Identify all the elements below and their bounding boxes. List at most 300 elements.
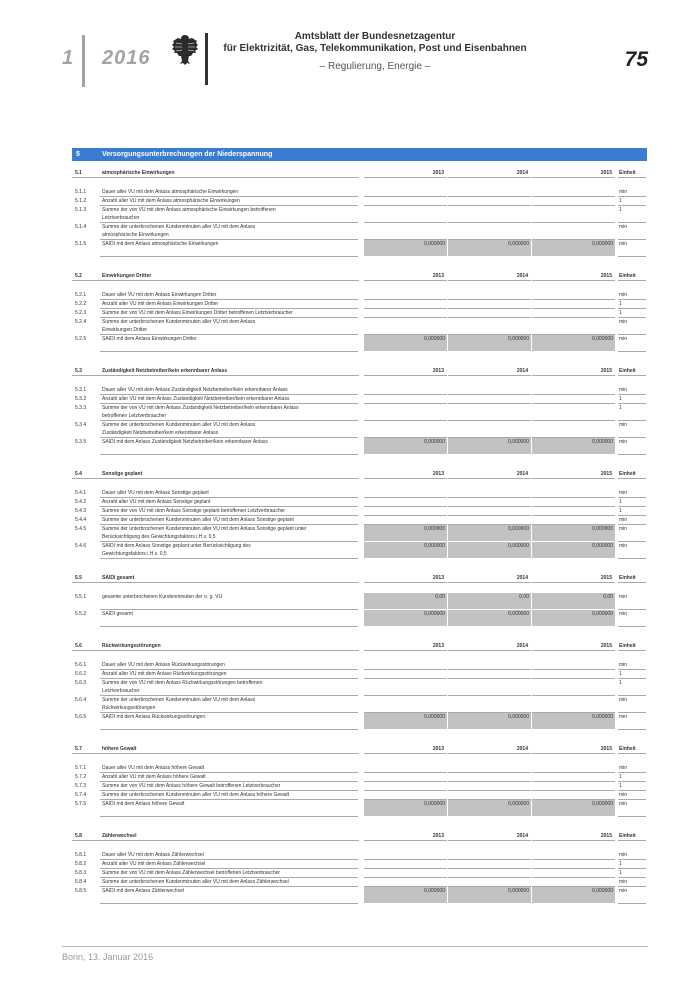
row-unit: 1 [619,861,622,867]
rule-line [448,650,531,651]
rule-line [72,478,359,479]
rule-line [448,177,531,178]
unit-header: Einheit [619,833,636,839]
value-cell: 0,000000 [364,542,447,558]
row-label-line: Summe der unterbrochenen Kundenminuten aller VU mit dem Anlass höhere Gewalt [102,792,290,798]
rule-line [100,454,358,455]
table-row [72,516,647,524]
row-label [102,887,360,895]
row-number: 5.7.5 [75,801,87,807]
rule-line [618,650,646,651]
row-label [102,240,360,248]
row-label [102,713,360,721]
row-unit: 1 [619,680,622,686]
value-cell: 0,000000 [448,542,531,558]
year-header: 2014 [516,833,528,839]
rule-line [100,903,358,904]
value-cell: 0,000000 [364,887,447,903]
row-unit: min [619,189,628,195]
row-unit: 1 [619,207,622,213]
value-cell: 0,000000 [532,542,615,558]
issue-year: 2016 [102,47,151,69]
table-row [72,542,647,558]
row-label-line: Summe der von VU mit dem Anlass atmosphärische Einwirkungen betroffenen [102,207,276,213]
value-cell: 0,00 [364,593,447,609]
section-title: atmosphärische Einwirkungen [102,170,175,176]
year-header: 2013 [432,368,444,374]
row-number: 5.3.4 [75,422,87,428]
section-number: 5.1 [75,170,82,176]
value-cell: 0,00 [448,593,531,609]
rule-line [72,753,359,754]
row-label-line: Anzahl aller VU mit dem Anlass Zählerwechsel [102,861,206,867]
row-label [102,300,360,308]
year-header: 2014 [516,575,528,581]
table-row [72,869,647,877]
row-label-line: Anzahl aller VU mit dem Anlass höhere Gewalt [102,774,206,780]
chapter-heading [72,148,647,161]
row-unit: min [619,594,628,600]
value-cell: 0,000000 [364,335,447,351]
row-label-line: Summe der unterbrochenen Kundenminuten aller VU mit dem Anlass Zählerwechsel [102,879,289,885]
row-unit: 1 [619,499,622,505]
year-header: 2013 [432,643,444,649]
row-number: 5.7.2 [75,774,87,780]
row-label [102,661,360,669]
row-label-line: Anzahl aller VU mit dem Anlass atmosphärische Einwirkungen [102,198,240,204]
rule-line [364,478,447,479]
row-label-line: Summe der unterbrochenen Kundenminuten aller VU mit dem Anlass Sonstige geplant unter [102,526,307,532]
table-row [72,661,647,669]
rule-line [72,840,359,841]
row-label-line: Dauer aller VU mit dem Anlass Rückwirkungsstörungen [102,662,225,668]
section-title: Sonstige geplant [102,471,143,477]
row-number: 5.8.4 [75,879,87,885]
row-number: 5.5.2 [75,611,87,617]
header-divider [82,35,85,87]
year-header: 2015 [600,170,612,176]
row-label [102,525,360,541]
table-row [72,318,647,334]
row-number: 5.5.1 [75,594,87,600]
rule-line [364,840,447,841]
row-label-line: Anzahl aller VU mit dem Anlass Rückwirkungsstörungen [102,671,227,677]
row-unit: min [619,792,628,798]
row-unit: min [619,439,628,445]
value-cell: 0,000000 [448,713,531,729]
row-label [102,851,360,859]
row-label [102,386,360,394]
row-label [102,878,360,886]
rule-line [618,558,646,559]
year-header: 2013 [432,273,444,279]
row-label [102,782,360,790]
footer-rule [62,946,648,947]
row-label-line: Gewichtungsfaktors i.H.v. 0,5 [102,551,167,557]
table-row [72,335,647,343]
row-unit: min [619,292,628,298]
row-number: 5.8.5 [75,888,87,894]
title-subtitle: – Regulierung, Energie – [319,61,431,72]
year-header: 2014 [516,643,528,649]
row-label [102,507,360,515]
rule-line [532,650,615,651]
row-label [102,696,360,712]
row-label-line: Dauer aller VU mit dem Anlass höhere Gewalt [102,765,204,771]
row-label [102,335,360,343]
rule-line [364,753,447,754]
table-row [72,489,647,497]
table-row [72,206,647,222]
row-number: 5.3.5 [75,439,87,445]
table-row [72,291,647,299]
rule-line [618,351,646,352]
year-header: 2013 [432,170,444,176]
row-number: 5.7.3 [75,783,87,789]
value-cell: 0,000000 [448,240,531,256]
row-unit: min [619,517,628,523]
value-cell: 0,000000 [532,240,615,256]
table-row [72,525,647,541]
rule-line [72,177,359,178]
table-row [72,782,647,790]
row-label [102,223,360,239]
row-number: 5.8.2 [75,861,87,867]
row-label [102,610,360,618]
year-header: 2014 [516,746,528,752]
row-unit: min [619,697,628,703]
row-unit: min [619,224,628,230]
unit-header: Einheit [619,170,636,176]
section-title: Rückwirkungsstörungen [102,643,161,649]
year-header: 2015 [600,746,612,752]
row-label-line: SAIDI mit dem Anlass höhere Gewalt [102,801,185,807]
row-label-line: Berücksichtigung des Gewichtungsfaktors i.H.v. 0,5 [102,534,216,540]
rule-line [618,177,646,178]
row-unit: 1 [619,508,622,514]
row-number: 5.6.1 [75,662,87,668]
rule-line [72,280,359,281]
table-row [72,240,647,248]
value-cell: 0,000000 [532,887,615,903]
unit-header: Einheit [619,643,636,649]
row-unit: min [619,611,628,617]
table-row [72,498,647,506]
row-label-line: SAIDI mit dem Anlass Zählerwechsel [102,888,184,894]
rule-line [618,582,646,583]
row-unit: 1 [619,774,622,780]
row-number: 5.7.1 [75,765,87,771]
row-label-line: SAIDI mit dem Anlass Zuständigkeit Netzbetreiber/kein erkennbarer Anlass [102,439,268,445]
row-label-line: Summe der von VU mit dem Anlass höhere Gewalt betroffenen Letztverbraucher [102,783,281,789]
row-number: 5.4.4 [75,517,87,523]
table-row [72,507,647,515]
row-unit: min [619,852,628,858]
row-number: 5.6.4 [75,697,87,703]
rule-line [364,375,447,376]
year-header: 2014 [516,273,528,279]
rule-line [618,375,646,376]
table-row [72,800,647,808]
row-number: 5.8.3 [75,870,87,876]
row-label-line: Dauer aller VU mit dem Anlass Sonstige geplant [102,490,209,496]
row-label-line: betroffenen Letztverbraucher [102,413,167,419]
row-label [102,197,360,205]
row-unit: min [619,543,628,549]
rule-line [72,650,359,651]
row-label-line: Einwirkungen Dritter [102,327,148,333]
row-label [102,404,360,420]
rule-line [448,280,531,281]
table-row [72,404,647,420]
row-unit: min [619,336,628,342]
rule-line [618,256,646,257]
row-number: 5.2.5 [75,336,87,342]
row-label-line: Dauer aller VU mit dem Anlass Einwirkungen Dritter [102,292,217,298]
row-label-line: Dauer aller VU mit dem Anlass atmosphärische Einwirkungen [102,189,239,195]
row-label-line: SAIDI mit dem Anlass Rückwirkungsstörungen [102,714,206,720]
table-row [72,713,647,721]
rule-line [618,478,646,479]
row-label [102,309,360,317]
table-row [72,860,647,868]
year-header: 2013 [432,746,444,752]
rule-line [100,351,358,352]
section-title: SAIDI gesamt [102,575,135,581]
rule-line [364,582,447,583]
row-number: 5.4.6 [75,543,87,549]
section-number: 5.8 [75,833,82,839]
row-label-line: SAIDI mit dem Anlass Einwirkungen Dritter [102,336,197,342]
row-unit: 1 [619,396,622,402]
table-row [72,773,647,781]
rule-line [618,626,646,627]
row-unit: min [619,879,628,885]
row-number: 5.1.1 [75,189,87,195]
value-cell: 0,000000 [448,610,531,626]
row-number: 5.2.4 [75,319,87,325]
row-number: 5.3.3 [75,405,87,411]
row-number: 5.4.3 [75,508,87,514]
row-label-line: Letztverbraucher [102,215,140,221]
row-number: 5.1.4 [75,224,87,230]
row-label-line: Summe der unterbrochenen Kundenminuten aller VU mit dem Anlass Sonstige geplant [102,517,294,523]
federal-eagle-icon [170,32,200,68]
rule-line [448,375,531,376]
table-row [72,851,647,859]
row-label-line: Summe der unterbrochenen Kundenminuten aller VU mit dem Anlass [102,697,256,703]
row-unit: 1 [619,671,622,677]
rule-line [100,729,358,730]
row-number: 5.4.2 [75,499,87,505]
value-cell: 0,000000 [364,240,447,256]
row-label [102,670,360,678]
row-label [102,489,360,497]
year-header: 2015 [600,575,612,581]
row-unit: min [619,422,628,428]
value-cell: 0,000000 [364,610,447,626]
row-label-line: Summe der unterbrochenen Kundenminuten aller VU mit dem Anlass [102,422,256,428]
rule-line [618,840,646,841]
value-cell: 0,000000 [532,800,615,816]
chapter-title: Versorgungsunterbrechungen der Niederspannung [102,151,273,158]
rule-line [72,582,359,583]
unit-header: Einheit [619,368,636,374]
rule-line [532,478,615,479]
row-number: 5.8.1 [75,852,87,858]
table-row [72,887,647,895]
row-unit: 1 [619,310,622,316]
table-row [72,188,647,196]
value-cell: 0,000000 [448,335,531,351]
section-number: 5.4 [75,471,82,477]
table-row [72,791,647,799]
row-label [102,791,360,799]
row-label-line: Summe der unterbrochenen Kundenminuten aller VU mit dem Anlass [102,319,256,325]
rule-line [618,729,646,730]
year-header: 2015 [600,643,612,649]
rule-line [72,375,359,376]
table-row [72,670,647,678]
row-unit: min [619,801,628,807]
row-label-line: Anzahl aller VU mit dem Anlass Einwirkungen Dritter [102,301,219,307]
row-label [102,421,360,437]
row-unit: min [619,319,628,325]
row-label-line: Summe der von VU mit dem Anlass Sonstige geplant betroffenen Letztverbraucher [102,508,286,514]
eagle-divider [205,33,208,85]
row-unit: 1 [619,783,622,789]
row-number: 5.1.2 [75,198,87,204]
value-cell: 0,000000 [532,335,615,351]
year-header: 2015 [600,273,612,279]
row-label [102,593,360,601]
rule-line [364,650,447,651]
row-label [102,869,360,877]
row-unit: 1 [619,870,622,876]
section-number: 5.6 [75,643,82,649]
row-label-line: atmosphärische Einwirkungen [102,232,169,238]
year-header: 2015 [600,833,612,839]
row-unit: min [619,526,628,532]
value-cell: 0,000000 [364,525,447,541]
row-label-line: Summe der von VU mit dem Anlass Einwirkungen Dritter betroffenen Letztverbraucher [102,310,293,316]
rule-line [618,816,646,817]
row-label-line: Rückwirkungsstörungen [102,705,156,711]
row-label [102,516,360,524]
row-label-line: Dauer aller VU mit dem Anlass Zuständigkeit Netzbetreiber/kein erkennbarer Anlass [102,387,288,393]
row-number: 5.7.4 [75,792,87,798]
rule-line [364,177,447,178]
row-label-line: Summe der von VU mit dem Anlass Zuständigkeit Netzbetreiber/kein erkennbarer Anlass [102,405,299,411]
row-label-line: SAIDI gesamt [102,611,133,617]
section-number: 5.5 [75,575,82,581]
section-number: 5.7 [75,746,82,752]
row-label-line: Summe der unterbrochenen Kundenminuten aller VU mit dem Anlass [102,224,256,230]
chapter-number: 5 [76,151,80,158]
value-cell: 0,000000 [448,525,531,541]
row-unit: 1 [619,405,622,411]
value-cell: 0,000000 [532,438,615,454]
journal-title [215,31,535,73]
value-cell: 0,000000 [448,438,531,454]
row-label-line: Summe der von VU mit dem Anlass Rückwirkungsstörungen betroffenen [102,680,263,686]
year-header: 2014 [516,170,528,176]
row-number: 5.1.3 [75,207,87,213]
row-label [102,188,360,196]
year-header: 2013 [432,575,444,581]
year-header: 2014 [516,471,528,477]
section-title: Einwirkungen Dritter [102,273,152,279]
row-label-line: SAIDI mit dem Anlass Sonstige geplant unter Berücksichtigung des [102,543,251,549]
row-unit: min [619,765,628,771]
year-header: 2015 [600,471,612,477]
rule-line [618,753,646,754]
page-number: 75 [624,48,648,71]
year-header: 2013 [432,471,444,477]
value-cell: 0,000000 [532,610,615,626]
value-cell: 0,000000 [364,713,447,729]
row-label [102,438,360,446]
rule-line [618,454,646,455]
rule-line [100,626,358,627]
value-cell: 0,000000 [364,438,447,454]
unit-header: Einheit [619,273,636,279]
value-cell: 0,000000 [532,713,615,729]
row-label [102,291,360,299]
table-row [72,421,647,437]
row-unit: min [619,714,628,720]
rule-line [532,375,615,376]
table-row [72,395,647,403]
table-row [72,679,647,695]
row-unit: min [619,387,628,393]
row-unit: 1 [619,301,622,307]
rule-line [364,280,447,281]
year-header: 2013 [432,833,444,839]
row-label-line: SAIDI mit dem Anlass atmosphärische Einwirkungen [102,241,219,247]
row-label [102,498,360,506]
rule-line [532,840,615,841]
row-label-line: Letztverbraucher [102,688,140,694]
row-label-line: Summe der von VU mit dem Anlass Zählerwechsel betroffenen Letztverbraucher [102,870,281,876]
title-line-1: Amtsblatt der Bundesnetzagentur [294,31,456,42]
year-header: 2014 [516,368,528,374]
table-row [72,197,647,205]
rule-line [448,478,531,479]
row-unit: min [619,490,628,496]
section-title: Zählerwechsel [102,833,137,839]
rule-line [532,177,615,178]
row-label [102,764,360,772]
row-label [102,800,360,808]
value-cell: 0,000000 [364,800,447,816]
rule-line [532,753,615,754]
row-label-line: Anzahl aller VU mit dem Anlass Sonstige geplant [102,499,211,505]
row-number: 5.1.5 [75,241,87,247]
section-title: höhere Gewalt [102,746,137,752]
rule-line [448,582,531,583]
issue-number: 1 [62,47,75,69]
table-row [72,593,647,601]
table-row [72,309,647,317]
row-number: 5.2.3 [75,310,87,316]
row-label [102,773,360,781]
section-title: Zuständigkeit Netzbetreiber/kein erkennbarer Anlass [102,368,228,374]
unit-header: Einheit [619,575,636,581]
row-label-line: gesamte unterbrochenen Kundenminuten der o. g. VU [102,594,223,600]
row-label [102,679,360,695]
rule-line [618,903,646,904]
